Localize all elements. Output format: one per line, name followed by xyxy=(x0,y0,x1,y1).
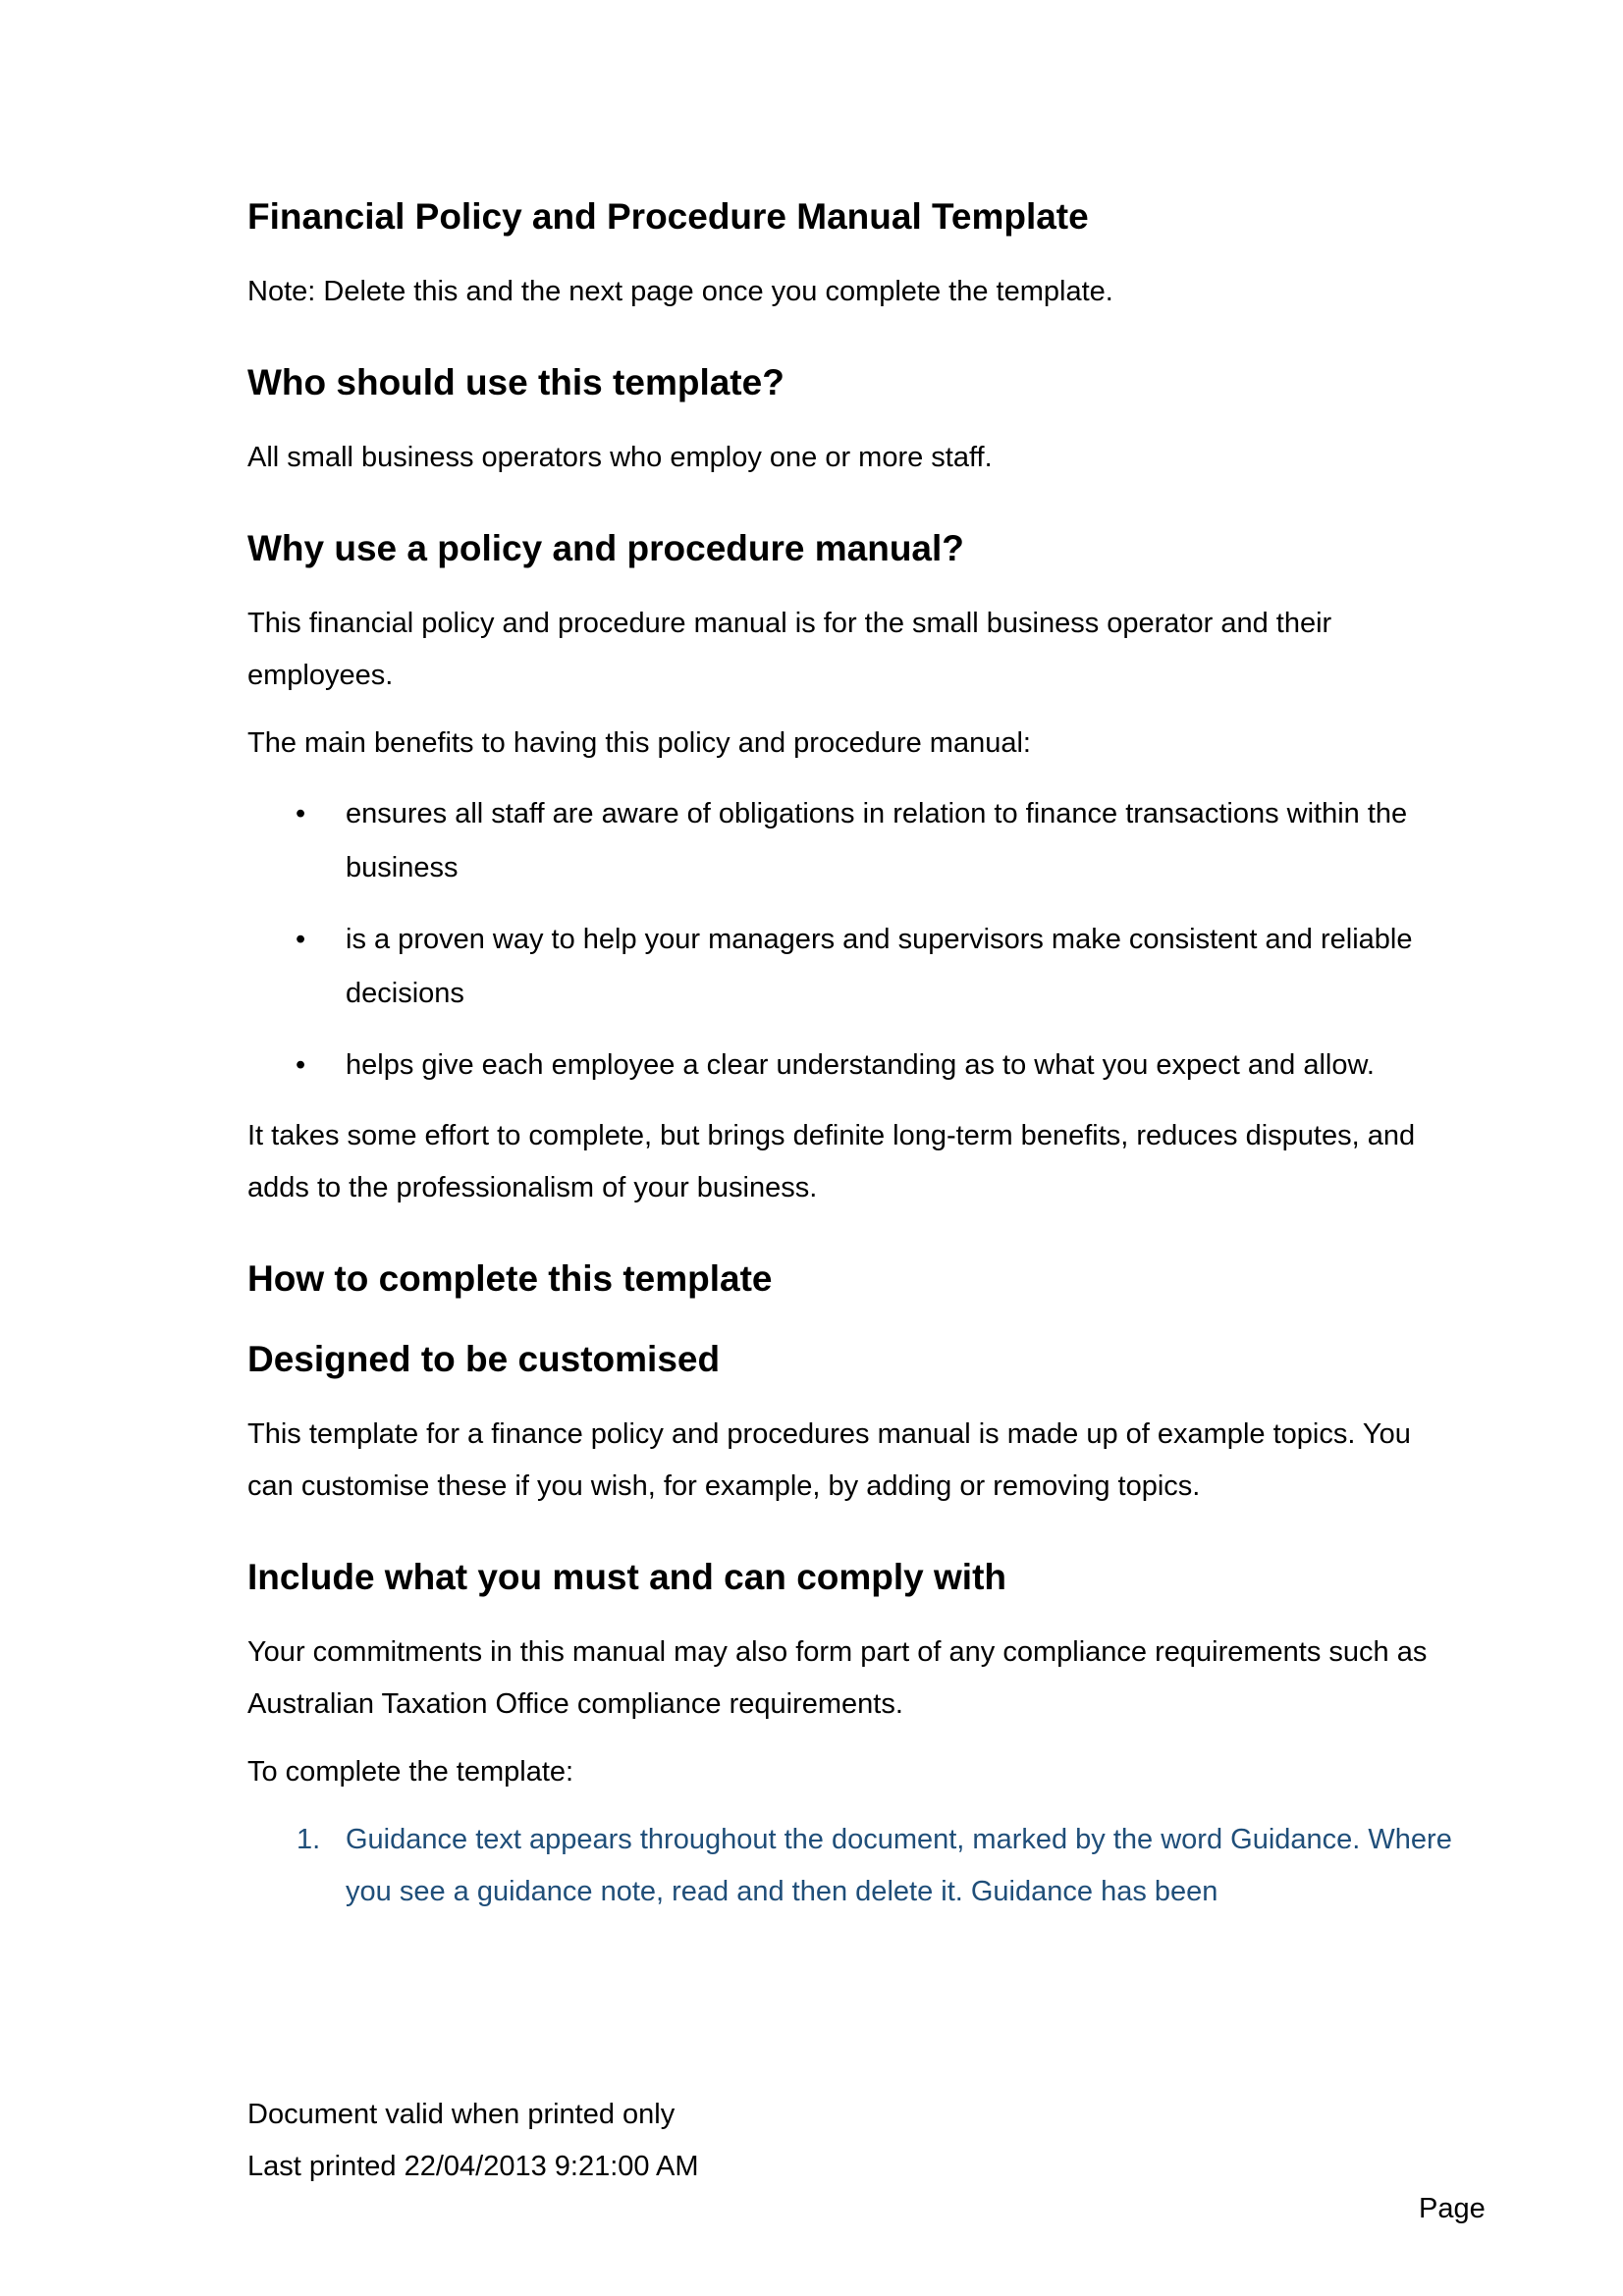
why-body-1: This financial policy and procedure manual is for the small business operator and their employees. xyxy=(247,608,1332,691)
bullet-icon: • xyxy=(296,924,306,955)
why-body-2: The main benefits to having this policy and procedure manual: xyxy=(247,727,1031,759)
bullet-icon: • xyxy=(296,1049,306,1081)
designed-body: This template for a finance policy and procedures manual is made up of example topics. You can customise these if you wish, for example, by adding or removing topics. xyxy=(247,1418,1411,1502)
step-number: 1. xyxy=(297,1824,321,1855)
steps-list xyxy=(247,1814,1455,1918)
page-content xyxy=(247,191,1455,1918)
document-title: Financial Policy and Procedure Manual Template xyxy=(247,196,1089,237)
footer-validity: Document valid when printed only xyxy=(247,2099,676,2130)
include-body-2: To complete the template: xyxy=(247,1756,574,1788)
footer-last-printed: Last printed 22/04/2013 9:21:00 AM xyxy=(247,2151,699,2182)
list-item xyxy=(247,1039,1455,1093)
list-item xyxy=(247,1814,1455,1918)
list-item xyxy=(247,787,1455,895)
who-body: All small business operators who employ one or more staff. xyxy=(247,442,993,473)
include-body-1: Your commitments in this manual may also form part of any compliance requirements such as Australian Taxation Office compliance requirements. xyxy=(247,1636,1428,1720)
why-body-3: It takes some effort to complete, but brings definite long-term benefits, reduces disputes, and adds to the professionalism of your business. xyxy=(247,1120,1416,1203)
benefits-list xyxy=(247,787,1455,1093)
heading-why: Why use a policy and procedure manual? xyxy=(247,528,964,568)
step-text: Guidance text appears throughout the document, marked by the word Guidance. Where you see a guidance note, read and then delete it. Guidance has been xyxy=(346,1824,1452,1907)
list-item-text: helps give each employee a clear understanding as to what you expect and allow. xyxy=(346,1049,1375,1081)
heading-how: How to complete this template xyxy=(247,1258,773,1299)
heading-who: Who should use this template? xyxy=(247,362,784,402)
heading-designed: Designed to be customised xyxy=(247,1339,721,1379)
page-number-label: Page xyxy=(1419,2193,1486,2224)
delete-note: Note: Delete this and the next page once you complete the template. xyxy=(247,276,1113,307)
page-footer xyxy=(247,2089,699,2193)
list-item-text: ensures all staff are aware of obligations in relation to finance transactions within the business xyxy=(346,798,1408,883)
heading-include: Include what you must and can comply with xyxy=(247,1557,1006,1597)
list-item-text: is a proven way to help your managers and supervisors make consistent and reliable decisions xyxy=(346,924,1413,1009)
list-item xyxy=(247,913,1455,1021)
bullet-icon: • xyxy=(296,798,306,829)
